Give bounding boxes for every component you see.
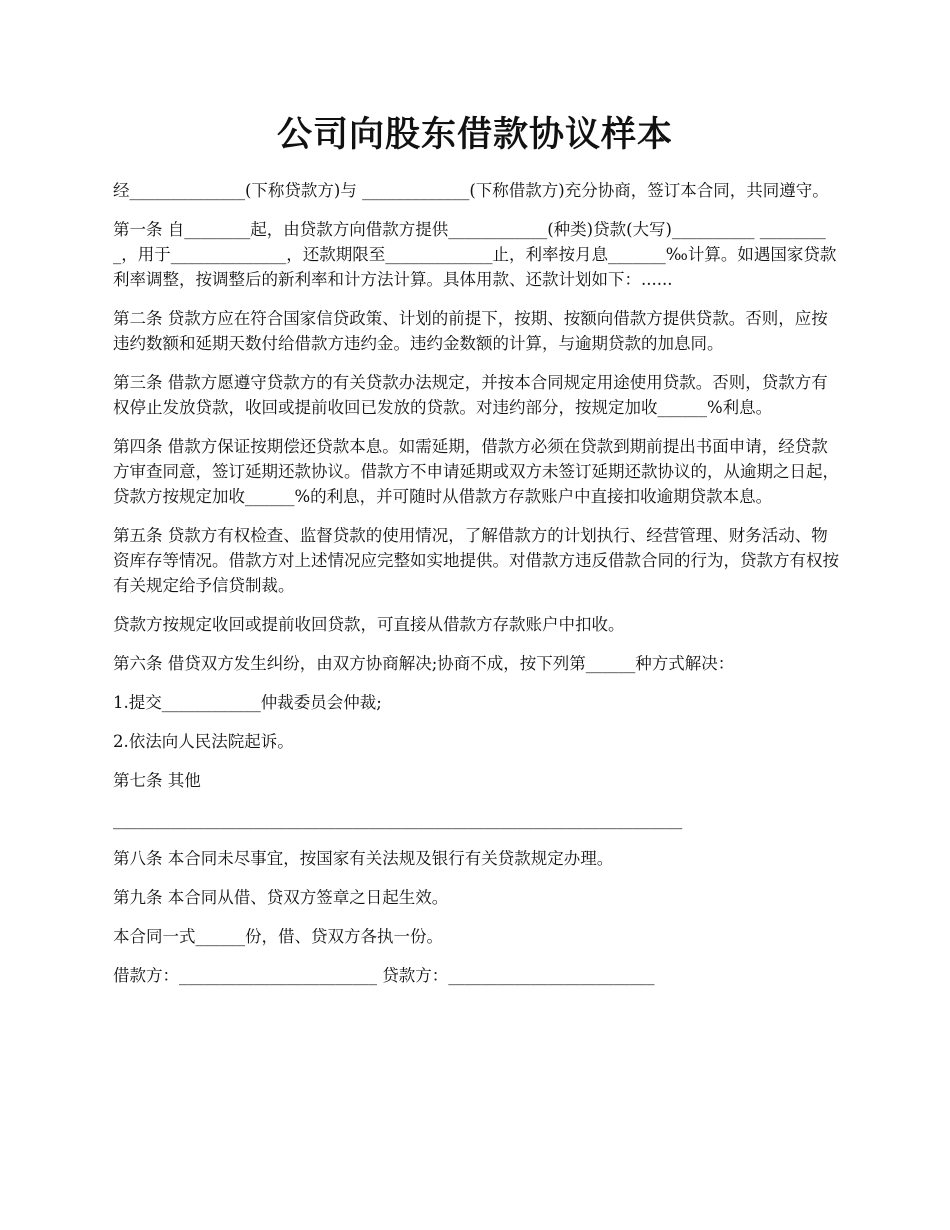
paragraph-option-1: 1.提交____________仲裁委员会仲裁; xyxy=(113,693,382,712)
paragraph-signatures: 借款方：________________________ 贷款方：_________________________ xyxy=(113,966,655,985)
document-title: 公司向股东借款协议样本 xyxy=(276,114,673,155)
paragraph-article-6: 第六条 借贷双方发生纠纷，由双方协商解决;协商不成，按下列第______种方式解决： xyxy=(113,654,735,673)
paragraph-article-5-note: 贷款方按规定收回或提前收回贷款，可直接从借款方存款账户中扣收。 xyxy=(113,615,625,634)
paragraph-article-5: 第五条 贷款方有权检查、监督贷款的使用情况，了解借款方的计划执行、经营管理、财务活动、物资库存等情况。借款方对上述情况应完整如实地提供。对借款方违反借款合同的行为，贷款方有权按有关规定给予信贷制裁。 xyxy=(113,526,839,595)
paragraph-article-4: 第四条 借款方保证按期偿还贷款本息。如需延期，借款方必须在贷款到期前提出书面申请，经贷款方审查同意，签订延期还款协议。借款方不申请延期或双方未签订延期还款协议的，从逾期之日起，贷款方按规定加收______%的利息，并可随时从借款方存款账户中直接扣收逾期贷款本息。 xyxy=(113,437,839,506)
paragraph-preamble: 经______________(下称贷款方)与 _____________(下称借款方)充分协商，签订本合同，共同遵守。 xyxy=(113,181,829,200)
paragraph-article-7-line: _____________________________________________________________________ xyxy=(113,810,683,829)
paragraph-option-2: 2.依法向人民法院起诉。 xyxy=(113,732,294,751)
paragraph-article-9: 第九条 本合同从借、贷双方签章之日起生效。 xyxy=(113,888,449,907)
document-body xyxy=(113,178,843,1002)
paragraph-article-7: 第七条 其他 xyxy=(113,771,201,790)
paragraph-copies: 本合同一式______份，借、贷双方各执一份。 xyxy=(113,927,443,946)
paragraph-article-8: 第八条 本合同未尽事宜，按国家有关法规及银行有关贷款规定办理。 xyxy=(113,849,614,868)
paragraph-article-1: 第一条 自________起，由贷款方向借款方提供____________(种类)贷款(大写)__________ _________，用于______________，还款期限至_____________止，利率按月息_______‰计算。如遇国家贷款利率调整，按调整后的新利率和计方法计算。具体用款、还款计划如下：...... xyxy=(113,220,837,289)
paragraph-article-3: 第三条 借款方愿遵守贷款方的有关贷款办法规定，并按本合同规定用途使用贷款。否则，贷款方有权停止发放贷款，收回或提前收回已发放的贷款。对违约部分，按规定加收______%利息。 xyxy=(113,373,828,417)
paragraph-article-2: 第二条 贷款方应在符合国家信贷政策、计划的前提下，按期、按额向借款方提供贷款。否则，应按违约数额和延期天数付给借款方违约金。违约金数额的计算，与逾期贷款的加息同。 xyxy=(113,309,828,353)
